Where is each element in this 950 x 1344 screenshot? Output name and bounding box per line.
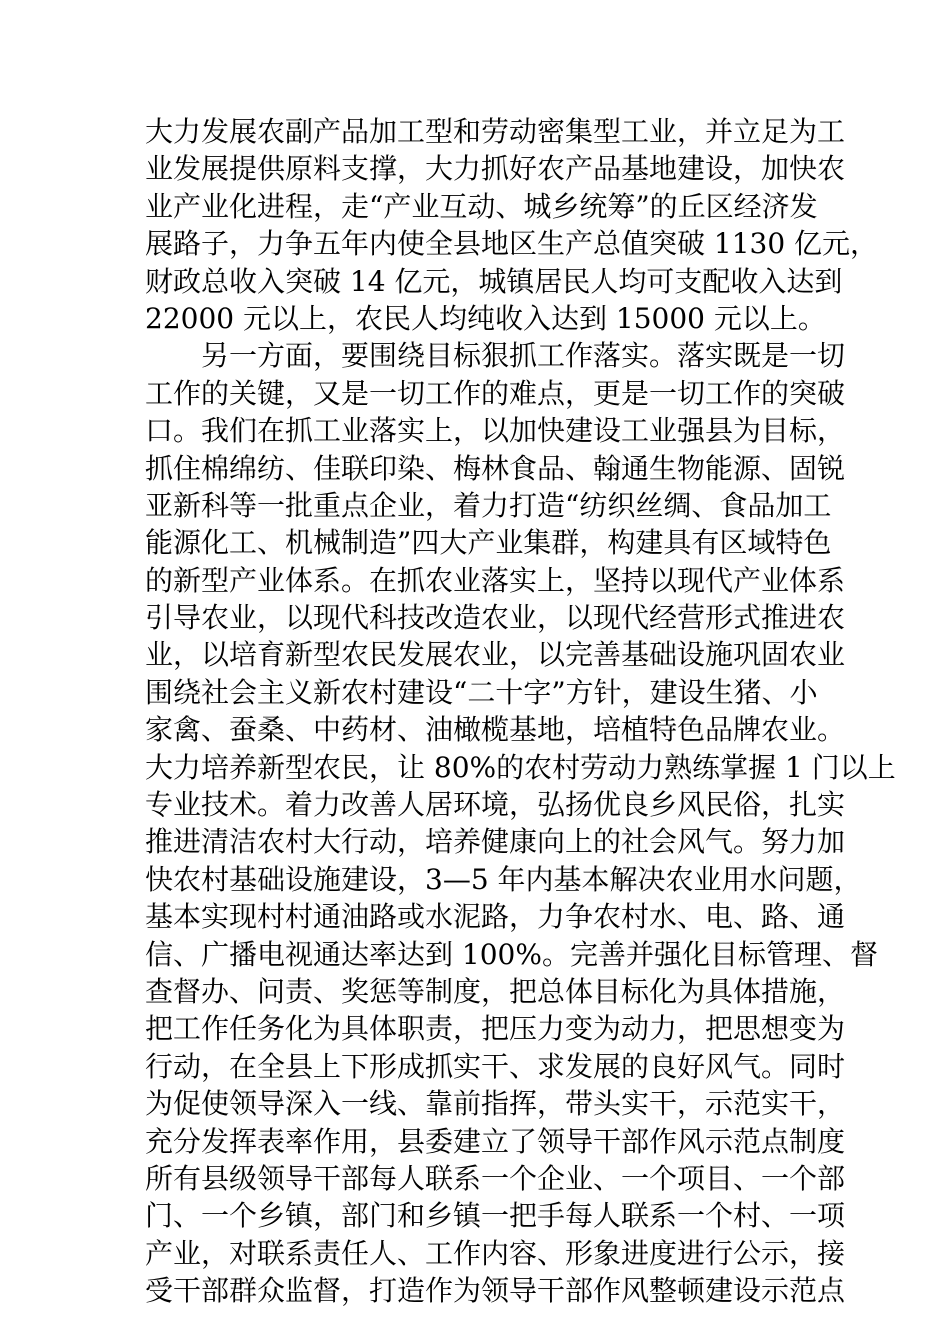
text-line: 围绕社会主义新农村建设“二十字”方针，建设生猪、小: [145, 675, 818, 709]
text-line: 基本实现村村通油路或水泥路，力争农村水、电、路、通: [145, 900, 846, 934]
text-line: 所有县级领导干部每人联系一个企业、一个项目、一个部: [145, 1161, 846, 1195]
text-line: 专业技术。着力改善人居环境，弘扬优良乡风民俗，扎实: [145, 788, 846, 822]
text-line: 大力发展农副产品加工型和劳动密集型工业，并立足为工: [145, 115, 846, 148]
text-line: 口。我们在抓工业落实上，以加快建设工业强县为目标，: [145, 414, 846, 448]
text-line: 行动，在全县上下形成抓实干、求发展的良好风气。同时: [145, 1049, 846, 1083]
text-line: 充分发挥表率作用，县委建立了领导干部作风示范点制度: [145, 1124, 846, 1158]
text-line: 财政总收入突破 14 亿元，城镇居民人均可支配收入达到: [145, 264, 843, 298]
text-line: 为促使领导深入一线、靠前指挥，带头实干，示范实干，: [145, 1087, 846, 1121]
text-line: 工作的关键，又是一切工作的难点，更是一切工作的突破: [145, 376, 846, 410]
text-line: 受干部群众监督，打造作为领导干部作风整顿建设示范点: [145, 1274, 846, 1308]
text-line: 快农村基础设施建设，3—5 年内基本解决农业用水问题，: [145, 862, 862, 896]
text-line: 产业，对联系责任人、工作内容、形象进度进行公示，接: [145, 1236, 846, 1270]
text-line: 大力培养新型农民，让 80%的农村劳动力熟练掌握 1 门以上: [145, 750, 896, 784]
text-line: 22000 元以上，农民人均纯收入达到 15000 元以上。: [145, 301, 826, 335]
text-line: 亚新科等一批重点企业，着力打造“纺织丝绸、食品加工: [145, 488, 832, 522]
text-line: 的新型产业体系。在抓农业落实上，坚持以现代产业体系: [145, 563, 846, 597]
text-line: 家禽、蚕桑、中药材、油橄榄基地，培植特色品牌农业。: [145, 713, 846, 747]
text-line: 门、一个乡镇，部门和乡镇一把手每人联系一个村、一项: [145, 1199, 846, 1233]
text-line: 信、广播电视通达率达到 100%。完善并强化目标管理、督: [145, 937, 878, 971]
text-line: 抓住棉绵纺、佳联印染、梅林食品、翰通生物能源、固锐: [145, 451, 846, 485]
text-line: 引导农业，以现代科技改造农业，以现代经营形式推进农: [145, 601, 846, 635]
text-line: 业发展提供原料支撑，大力抓好农产品基地建设，加快农: [145, 152, 846, 186]
text-line: 业产业化进程，走“产业互动、城乡统筹”的丘区经济发: [145, 189, 818, 223]
text-line: 把工作任务化为具体职责，把压力变为动力，把思想变为: [145, 1012, 846, 1046]
text-line: 推进清洁农村大行动，培养健康向上的社会风气。努力加: [145, 825, 846, 859]
text-line: 另一方面，要围绕目标狠抓工作落实。落实既是一切: [201, 339, 846, 373]
text-line: 查督办、问责、奖惩等制度，把总体目标化为具体措施，: [145, 974, 846, 1008]
text-line: 能源化工、机械制造”四大产业集群，构建具有区域特色: [145, 526, 832, 560]
text-line: 展路子，力争五年内使全县地区生产总值突破 1130 亿元，: [145, 227, 879, 261]
body-text: [145, 113, 896, 1310]
text-line: 业，以培育新型农民发展农业，以完善基础设施巩固农业: [145, 638, 846, 672]
